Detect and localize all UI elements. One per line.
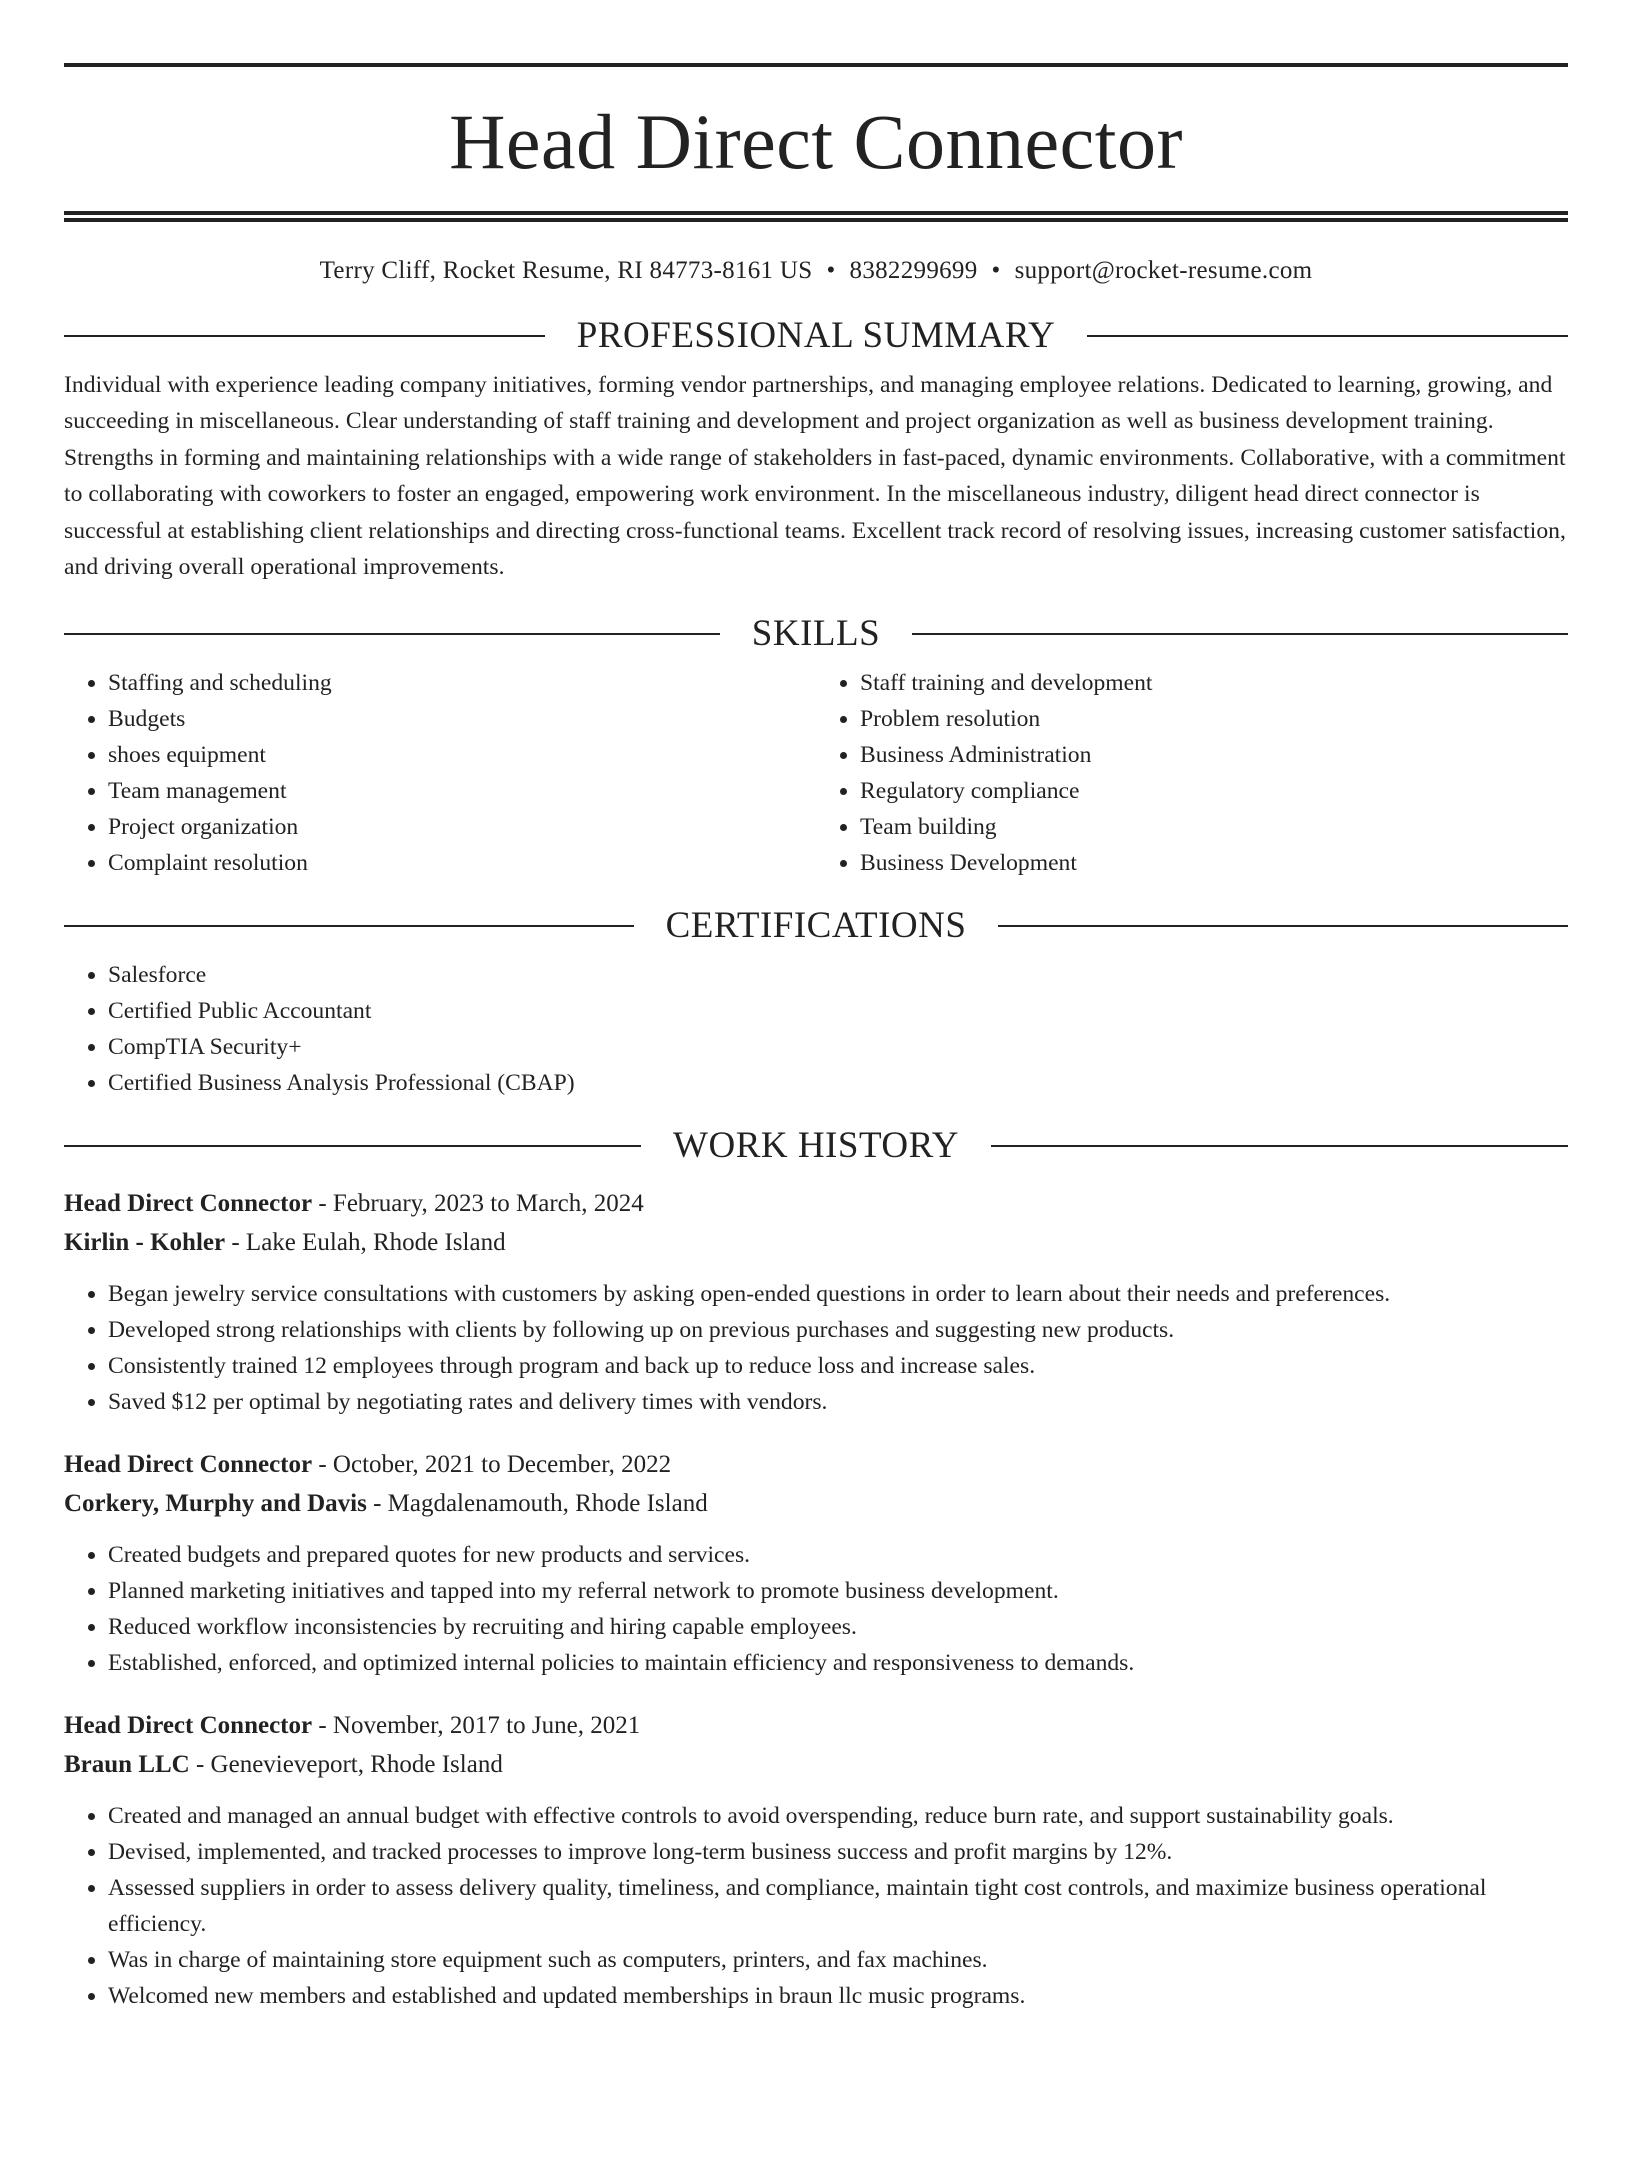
skill-item: • Staffing and scheduling <box>108 665 816 701</box>
job-company: Braun LLC <box>64 1751 190 1779</box>
skill-item: • Complaint resolution <box>108 845 816 881</box>
job-entry <box>64 1445 1568 1681</box>
skills-heading <box>64 613 1568 655</box>
job-bullet: • Assessed suppliers in order to assess delivery quality, timeliness, and compliance, maintain tight cost controls, and maximize business operational efficiency. <box>108 1870 1568 1942</box>
job-location: - Genevieveport, Rhode Island <box>189 1751 503 1779</box>
heading-rule <box>1087 335 1568 337</box>
job-location: - Lake Eulah, Rhode Island <box>225 1229 506 1257</box>
job-role: Head Direct Connector <box>64 1712 313 1740</box>
summary-text: Individual with experience leading company initiatives, forming vendor partnerships, and managing employee relations. Dedicated to learning, growing, and succeeding in miscellaneous. Clear understanding of staff training and development and project organization as well as business development training. Strengths in forming and maintaining relationships with a wide range of stakeholders in fast-paced, dynamic environments. Collaborative, with a commitment to collaborating with coworkers to foster an engaged, empowering work environment. In the miscellaneous industry, diligent head direct connector is successful at establishing client relationships and directing cross-functional teams. Excellent track record of resolving issues, increasing customer satisfaction, and driving overall operational improvements. <box>64 372 1566 581</box>
contact-address: Terry Cliff, Rocket Resume, RI 84773-8161 US <box>319 257 813 284</box>
contact-separator: • <box>991 257 1001 284</box>
heading-rule <box>991 1145 1568 1147</box>
job-bullet: • Devised, implemented, and tracked processes to improve long-term business success and profit margins by 12%. <box>108 1834 1568 1870</box>
certification-item: • Certified Business Analysis Professional (CBAP) <box>108 1065 1568 1101</box>
job-bullet: • Reduced workflow inconsistencies by recruiting and hiring capable employees. <box>108 1609 1568 1645</box>
skill-item: • Team management <box>108 773 816 809</box>
skill-item: • Project organization <box>108 809 816 845</box>
heading-rule <box>64 925 634 927</box>
contact-phone: 8382299699 <box>849 257 978 284</box>
job-dates: - November, 2017 to June, 2021 <box>312 1712 641 1740</box>
work-history-heading <box>64 1125 1568 1167</box>
job-title-line <box>64 1445 1568 1484</box>
contact-email: support@rocket-resume.com <box>1014 257 1313 284</box>
job-company-line <box>64 1223 1568 1262</box>
heading-rule <box>64 335 545 337</box>
work-history-title: WORK HISTORY <box>673 1125 959 1167</box>
contact-line <box>64 258 1568 283</box>
job-bullets <box>64 1798 1568 2014</box>
job-entry <box>64 1184 1568 1420</box>
job-company: Kirlin - Kohler <box>64 1229 226 1257</box>
job-title-line <box>64 1184 1568 1223</box>
certifications-title: CERTIFICATIONS <box>665 905 967 947</box>
certification-item: • Salesforce <box>108 957 1568 993</box>
certifications-heading <box>64 905 1568 947</box>
job-title-line <box>64 1706 1568 1745</box>
job-bullet: • Was in charge of maintaining store equipment such as computers, printers, and fax machines. <box>108 1942 1568 1978</box>
job-role: Head Direct Connector <box>64 1190 313 1218</box>
skills-title: SKILLS <box>751 613 881 655</box>
skills-column-left <box>64 665 816 881</box>
skill-item: • Budgets <box>108 701 816 737</box>
job-company-line <box>64 1745 1568 1784</box>
skill-item: • Business Development <box>860 845 1568 881</box>
job-company: Corkery, Murphy and Davis <box>64 1490 367 1518</box>
heading-rule <box>998 925 1568 927</box>
job-bullet: • Created and managed an annual budget with effective controls to avoid overspending, reduce burn rate, and support sustainability goals. <box>108 1798 1568 1834</box>
job-bullet: • Saved $12 per optimal by negotiating rates and delivery times with vendors. <box>108 1384 1568 1420</box>
top-rule <box>64 63 1568 67</box>
job-dates: - October, 2021 to December, 2022 <box>312 1451 672 1479</box>
skill-item: • Regulatory compliance <box>860 773 1568 809</box>
job-role: Head Direct Connector <box>64 1451 313 1479</box>
skill-item: • shoes equipment <box>108 737 816 773</box>
job-bullet: • Created budgets and prepared quotes for new products and services. <box>108 1537 1568 1573</box>
skill-item: • Business Administration <box>860 737 1568 773</box>
job-dates: - February, 2023 to March, 2024 <box>312 1190 644 1218</box>
job-bullet: • Developed strong relationships with clients by following up on previous purchases and suggesting new products. <box>108 1312 1568 1348</box>
skill-item: • Problem resolution <box>860 701 1568 737</box>
job-bullet: • Welcomed new members and established and updated memberships in braun llc music programs. <box>108 1978 1568 2014</box>
contact-separator: • <box>826 257 836 284</box>
certifications-list <box>64 957 1568 1101</box>
summary-title: PROFESSIONAL SUMMARY <box>576 315 1056 356</box>
job-location: - Magdalenamouth, Rhode Island <box>366 1490 708 1518</box>
skill-item: • Team building <box>860 809 1568 845</box>
skill-item: • Staff training and development <box>860 665 1568 701</box>
job-bullet: • Consistently trained 12 employees through program and back up to reduce loss and increase sales. <box>108 1348 1568 1384</box>
certification-item: • Certified Public Accountant <box>108 993 1568 1029</box>
resume-page <box>0 63 1632 2175</box>
job-bullets <box>64 1537 1568 1681</box>
job-bullets <box>64 1276 1568 1420</box>
heading-rule <box>912 633 1568 635</box>
certification-item: • CompTIA Security+ <box>108 1029 1568 1065</box>
job-bullet: • Began jewelry service consultations with customers by asking open-ended questions in order to learn about their needs and preferences. <box>108 1276 1568 1312</box>
job-bullet: • Established, enforced, and optimized internal policies to maintain efficiency and responsiveness to demands. <box>108 1645 1568 1681</box>
resume-name: Head Direct Connector <box>449 98 1183 185</box>
job-entry <box>64 1706 1568 2014</box>
job-bullet: • Planned marketing initiatives and tapped into my referral network to promote business development. <box>108 1573 1568 1609</box>
double-rule <box>64 211 1568 222</box>
summary-heading <box>64 317 1568 354</box>
heading-rule <box>64 633 720 635</box>
heading-rule <box>64 1145 641 1147</box>
skills-column-right <box>816 665 1568 881</box>
job-company-line <box>64 1484 1568 1523</box>
skills-list <box>64 665 1568 881</box>
